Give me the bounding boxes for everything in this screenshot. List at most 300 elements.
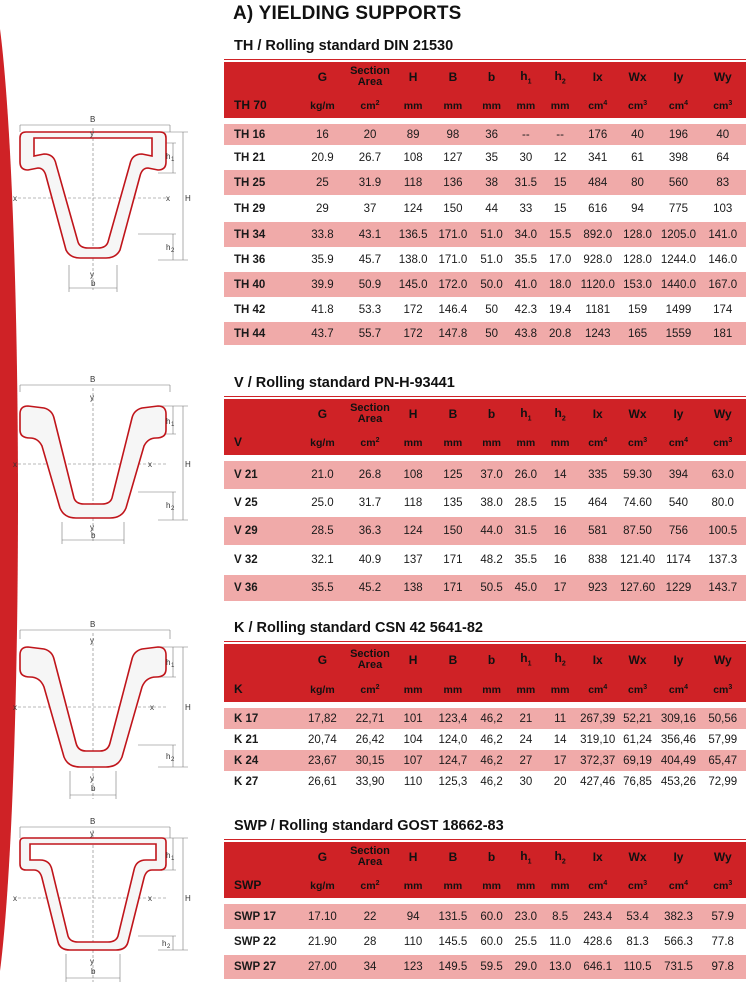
unit-header: mm: [432, 673, 474, 702]
table-cell: 108: [394, 461, 432, 489]
section-title: V / Rolling standard PN-H-93441: [234, 375, 455, 391]
unit-header: mm: [432, 90, 474, 118]
profile-name: TH 44: [224, 322, 299, 345]
section-title: SWP / Rolling standard GOST 18662-83: [234, 818, 504, 834]
column-header: $h_2$: [542, 62, 577, 90]
unit-header: $cm^3$: [618, 673, 658, 702]
column-header: $h_1$: [509, 644, 542, 673]
table-cell: 25: [299, 170, 345, 195]
table-cell: 59.5: [474, 955, 509, 979]
table-cell: 398: [657, 145, 699, 170]
table-cell: 81.3: [618, 929, 658, 955]
table-cell: 1440.0: [657, 272, 699, 297]
unit-header: mm: [509, 673, 542, 702]
column-header: Ix: [578, 62, 618, 90]
table-cell: 309,16: [657, 708, 699, 729]
table-cell: 646.1: [578, 955, 618, 979]
svg-text:B: B: [90, 375, 96, 384]
section-title: K / Rolling standard CSN 42 5641-82: [234, 620, 483, 636]
table-cell: 24: [509, 729, 542, 750]
profile-diagram-k: [8, 615, 198, 805]
profile-name: V 36: [224, 575, 299, 601]
table-cell: 108: [394, 145, 432, 170]
table-cell: 121.40: [618, 545, 658, 575]
table-cell: 40.9: [346, 545, 395, 575]
table-cell: 136.5: [394, 222, 432, 247]
profile-name: V 32: [224, 545, 299, 575]
table-cell: 135: [432, 489, 474, 517]
unit-header: mm: [474, 427, 509, 455]
svg-text:1: 1: [171, 422, 175, 428]
column-header: $h_2$: [542, 399, 577, 427]
unit-header: mm: [432, 870, 474, 898]
table-cell: 32.1: [299, 545, 345, 575]
svg-text:1: 1: [171, 157, 175, 163]
column-header: $h_2$: [542, 644, 577, 673]
svg-text:H: H: [185, 460, 191, 469]
unit-header: mm: [394, 427, 432, 455]
profile-diagram-th: [8, 110, 198, 300]
table-cell: 1205.0: [657, 222, 699, 247]
unit-header: $cm^2$: [346, 870, 395, 898]
profile-name: K 17: [224, 708, 299, 729]
table-cell: 196: [657, 124, 699, 145]
table-cell: 127.60: [618, 575, 658, 601]
table-cell: --: [509, 124, 542, 145]
column-header: H: [394, 399, 432, 427]
column-header: b: [474, 644, 509, 673]
table-cell: 30,15: [346, 750, 395, 771]
table-cell: 20,74: [299, 729, 345, 750]
table-cell: 453,26: [657, 771, 699, 792]
profile-name: SWP 27: [224, 955, 299, 979]
svg-text:b: b: [91, 967, 96, 976]
table-cell: 33.8: [299, 222, 345, 247]
table-cell: 55.7: [346, 322, 395, 345]
column-header: $h_2$: [542, 842, 577, 870]
svg-text:y: y: [90, 774, 94, 783]
table-cell: 394: [657, 461, 699, 489]
table-cell: 94: [394, 904, 432, 929]
table-cell: 34: [346, 955, 395, 979]
table-cell: 372,37: [578, 750, 618, 771]
svg-text:H: H: [185, 703, 191, 712]
profile-drawing: [8, 615, 198, 805]
svg-text:x: x: [166, 194, 170, 203]
table-row: [224, 904, 746, 929]
table-cell: 1229: [657, 575, 699, 601]
profile-name: TH 25: [224, 170, 299, 195]
unit-header: $cm^3$: [699, 870, 746, 898]
table-cell: 1181: [578, 297, 618, 322]
unit-header: $cm^3$: [618, 427, 658, 455]
table-cell: 20: [346, 124, 395, 145]
table-cell: 20: [542, 771, 577, 792]
table-cell: 25.0: [299, 489, 345, 517]
table-cell: 80.0: [699, 489, 746, 517]
table-cell: 15: [542, 195, 577, 222]
column-header: b: [474, 62, 509, 90]
table-cell: 243.4: [578, 904, 618, 929]
table-cell: 404,49: [657, 750, 699, 771]
unit-header: mm: [474, 90, 509, 118]
svg-text:2: 2: [167, 944, 171, 950]
table-cell: 110: [394, 929, 432, 955]
table-cell: 59.30: [618, 461, 658, 489]
table-cell: 17: [542, 750, 577, 771]
column-header: Wy: [699, 399, 746, 427]
table-cell: 40: [618, 124, 658, 145]
table-cell: 22,71: [346, 708, 395, 729]
table-cell: 29: [299, 195, 345, 222]
table-cell: 1559: [657, 322, 699, 345]
column-header: b: [474, 399, 509, 427]
unit-header: mm: [542, 427, 577, 455]
table-cell: 118: [394, 170, 432, 195]
table-cell: 11: [542, 708, 577, 729]
table-cell: 124: [394, 517, 432, 545]
table-cell: 21: [509, 708, 542, 729]
unit-header: mm: [394, 870, 432, 898]
table-cell: 87.50: [618, 517, 658, 545]
table-cell: 356,46: [657, 729, 699, 750]
table-row: [224, 771, 746, 792]
table-cell: 27: [509, 750, 542, 771]
profile-name: TH 16: [224, 124, 299, 145]
table-cell: 428.6: [578, 929, 618, 955]
profile-name: V 25: [224, 489, 299, 517]
table-cell: 838: [578, 545, 618, 575]
table-cell: 1174: [657, 545, 699, 575]
table-cell: 51.0: [474, 222, 509, 247]
column-header: B: [432, 842, 474, 870]
profile-drawing: [8, 110, 198, 300]
table-cell: 125: [432, 461, 474, 489]
unit-header: $cm^3$: [618, 870, 658, 898]
svg-text:y: y: [90, 523, 94, 532]
table-cell: 14: [542, 461, 577, 489]
table-cell: 147.8: [432, 322, 474, 345]
unit-header: $cm^4$: [578, 870, 618, 898]
table-cell: 15: [542, 489, 577, 517]
profile-diagram-v: [8, 370, 198, 550]
column-header: Wx: [618, 62, 658, 90]
profile-name: SWP 17: [224, 904, 299, 929]
column-header: Iy: [657, 842, 699, 870]
table-cell: 171.0: [432, 247, 474, 272]
table-cell: 35.5: [299, 575, 345, 601]
table-cell: 89: [394, 124, 432, 145]
table-cell: 94: [618, 195, 658, 222]
table-cell: 37.0: [474, 461, 509, 489]
table-cell: 60.0: [474, 929, 509, 955]
column-header: B: [432, 644, 474, 673]
unit-header: mm: [474, 673, 509, 702]
table-cell: 31.7: [346, 489, 395, 517]
table-cell: 159: [618, 297, 658, 322]
svg-text:h: h: [166, 658, 171, 667]
unit-header: mm: [542, 90, 577, 118]
table-cell: 50.0: [474, 272, 509, 297]
table-cell: 1243: [578, 322, 618, 345]
table-cell: 26,61: [299, 771, 345, 792]
table-cell: 25.5: [509, 929, 542, 955]
table-cell: 44: [474, 195, 509, 222]
table-cell: 53.3: [346, 297, 395, 322]
table-cell: 31.5: [509, 170, 542, 195]
table-cell: 41.8: [299, 297, 345, 322]
table-cell: 61: [618, 145, 658, 170]
table-cell: 174: [699, 297, 746, 322]
table-cell: 45.0: [509, 575, 542, 601]
column-header: Iy: [657, 644, 699, 673]
table-cell: 43.8: [509, 322, 542, 345]
table-row: [224, 170, 746, 195]
table-cell: 23,67: [299, 750, 345, 771]
svg-text:b: b: [91, 531, 96, 540]
column-header: Wy: [699, 842, 746, 870]
table-cell: 172.0: [432, 272, 474, 297]
svg-text:x: x: [13, 703, 17, 712]
table-cell: 118: [394, 489, 432, 517]
column-header: Wy: [699, 644, 746, 673]
svg-text:H: H: [185, 894, 191, 903]
table-cell: 19.4: [542, 297, 577, 322]
table-cell: 45.7: [346, 247, 395, 272]
unit-header: mm: [542, 673, 577, 702]
table-cell: 171: [432, 575, 474, 601]
table-cell: 101: [394, 708, 432, 729]
spec-table: [224, 399, 746, 601]
column-header: B: [432, 62, 474, 90]
table-cell: 35: [474, 145, 509, 170]
table-cell: 15: [542, 170, 577, 195]
table-cell: 145.5: [432, 929, 474, 955]
table-cell: 616: [578, 195, 618, 222]
svg-text:h: h: [166, 501, 171, 510]
profile-diagram-swp: [8, 812, 198, 990]
table-cell: 143.7: [699, 575, 746, 601]
column-header: G: [299, 399, 345, 427]
profile-name: TH 21: [224, 145, 299, 170]
table-row: [224, 575, 746, 601]
svg-text:2: 2: [171, 248, 175, 254]
table-cell: 36: [474, 124, 509, 145]
unit-header: mm: [474, 870, 509, 898]
table-cell: 45.2: [346, 575, 395, 601]
column-header: $h_1$: [509, 842, 542, 870]
unit-header: mm: [542, 870, 577, 898]
table-cell: 17.10: [299, 904, 345, 929]
table-row: [224, 729, 746, 750]
column-header: b: [474, 842, 509, 870]
series-name-header: SWP: [224, 870, 299, 898]
table-row: [224, 322, 746, 345]
column-header: Section Area: [346, 644, 395, 673]
table-cell: 100.5: [699, 517, 746, 545]
table-cell: 72,99: [699, 771, 746, 792]
table-cell: 76,85: [618, 771, 658, 792]
table-row: [224, 222, 746, 247]
table-cell: 137: [394, 545, 432, 575]
svg-text:x: x: [148, 460, 152, 469]
table-cell: 138.0: [394, 247, 432, 272]
table-cell: 110.5: [618, 955, 658, 979]
svg-text:y: y: [90, 393, 94, 402]
unit-header: kg/m: [299, 90, 345, 118]
table-cell: 48.2: [474, 545, 509, 575]
table-cell: 65,47: [699, 750, 746, 771]
column-header: H: [394, 62, 432, 90]
table-cell: 8.5: [542, 904, 577, 929]
unit-header: $cm^3$: [699, 90, 746, 118]
svg-text:b: b: [91, 279, 96, 288]
table-cell: 123: [394, 955, 432, 979]
spec-table: [224, 644, 746, 792]
table-cell: 464: [578, 489, 618, 517]
table-cell: 31.5: [509, 517, 542, 545]
unit-header: mm: [509, 870, 542, 898]
table-cell: 427,46: [578, 771, 618, 792]
table-cell: 146.4: [432, 297, 474, 322]
table-cell: 57,99: [699, 729, 746, 750]
table-cell: 149.5: [432, 955, 474, 979]
table-cell: 23.0: [509, 904, 542, 929]
table-cell: 124: [394, 195, 432, 222]
svg-text:h: h: [166, 417, 171, 426]
unit-header: $cm^4$: [657, 90, 699, 118]
table-cell: 74.60: [618, 489, 658, 517]
table-cell: 52,21: [618, 708, 658, 729]
profile-name: TH 34: [224, 222, 299, 247]
profile-drawing: [8, 370, 198, 550]
column-header: Ix: [578, 399, 618, 427]
table-cell: 26,42: [346, 729, 395, 750]
table-cell: 17,82: [299, 708, 345, 729]
table-cell: 60.0: [474, 904, 509, 929]
table-cell: 26.8: [346, 461, 395, 489]
column-header: $h_1$: [509, 399, 542, 427]
table-cell: 138: [394, 575, 432, 601]
table-cell: 172: [394, 297, 432, 322]
table-row: [224, 750, 746, 771]
table-cell: 110: [394, 771, 432, 792]
svg-text:h: h: [166, 851, 171, 860]
table-row: [224, 461, 746, 489]
table-cell: 11.0: [542, 929, 577, 955]
unit-header: $cm^2$: [346, 90, 395, 118]
column-header: $h_1$: [509, 62, 542, 90]
table-cell: 30: [509, 771, 542, 792]
svg-text:1: 1: [171, 663, 175, 669]
unit-header: $cm^2$: [346, 673, 395, 702]
svg-text:1: 1: [171, 856, 175, 862]
table-cell: 165: [618, 322, 658, 345]
table-cell: 171: [432, 545, 474, 575]
column-header: Wx: [618, 399, 658, 427]
table-cell: 30: [509, 145, 542, 170]
table-cell: 756: [657, 517, 699, 545]
svg-text:h: h: [166, 752, 171, 761]
table-cell: 892.0: [578, 222, 618, 247]
table-cell: 15.5: [542, 222, 577, 247]
table-cell: 31.9: [346, 170, 395, 195]
profile-name: K 27: [224, 771, 299, 792]
table-cell: 21.0: [299, 461, 345, 489]
table-cell: 83: [699, 170, 746, 195]
svg-text:x: x: [13, 894, 17, 903]
table-cell: 16: [542, 517, 577, 545]
series-name-header: V: [224, 427, 299, 455]
table-cell: 14: [542, 729, 577, 750]
table-cell: 16: [542, 545, 577, 575]
unit-header: mm: [394, 90, 432, 118]
column-header: Iy: [657, 399, 699, 427]
table-cell: 46,2: [474, 729, 509, 750]
column-header: Wx: [618, 644, 658, 673]
table-cell: 80: [618, 170, 658, 195]
table-row: [224, 489, 746, 517]
svg-text:y: y: [90, 829, 94, 838]
table-row: [224, 545, 746, 575]
table-cell: 51.0: [474, 247, 509, 272]
table-cell: 181: [699, 322, 746, 345]
svg-text:h: h: [166, 152, 171, 161]
profile-name: V 21: [224, 461, 299, 489]
table-cell: 16: [299, 124, 345, 145]
table-cell: 136: [432, 170, 474, 195]
table-cell: 540: [657, 489, 699, 517]
table-cell: 43.7: [299, 322, 345, 345]
svg-text:2: 2: [171, 757, 175, 763]
table-cell: 35.5: [509, 247, 542, 272]
unit-header: $cm^4$: [657, 427, 699, 455]
table-cell: 53.4: [618, 904, 658, 929]
series-name-header: TH 70: [224, 90, 299, 118]
table-cell: 17: [542, 575, 577, 601]
svg-text:x: x: [13, 194, 17, 203]
profile-name: TH 36: [224, 247, 299, 272]
table-cell: 176: [578, 124, 618, 145]
table-cell: 319,10: [578, 729, 618, 750]
svg-text:B: B: [90, 817, 96, 826]
unit-header: kg/m: [299, 673, 345, 702]
table-cell: 50.9: [346, 272, 395, 297]
table-row: [224, 145, 746, 170]
unit-header: $cm^4$: [657, 673, 699, 702]
table-cell: 107: [394, 750, 432, 771]
table-cell: 123,4: [432, 708, 474, 729]
section-title: TH / Rolling standard DIN 21530: [234, 38, 454, 54]
table-cell: 50: [474, 297, 509, 322]
table-cell: 41.0: [509, 272, 542, 297]
column-header: B: [432, 399, 474, 427]
table-cell: 928.0: [578, 247, 618, 272]
table-cell: 150: [432, 195, 474, 222]
table-row: [224, 517, 746, 545]
table-cell: 145.0: [394, 272, 432, 297]
svg-text:y: y: [90, 636, 94, 645]
table-cell: 150: [432, 517, 474, 545]
svg-text:y: y: [90, 957, 94, 966]
svg-text:x: x: [148, 894, 152, 903]
table-cell: 128.0: [618, 222, 658, 247]
series-name-header: K: [224, 673, 299, 702]
column-header: Section Area: [346, 399, 395, 427]
table-cell: 267,39: [578, 708, 618, 729]
svg-text:B: B: [90, 620, 96, 629]
table-cell: 21.90: [299, 929, 345, 955]
